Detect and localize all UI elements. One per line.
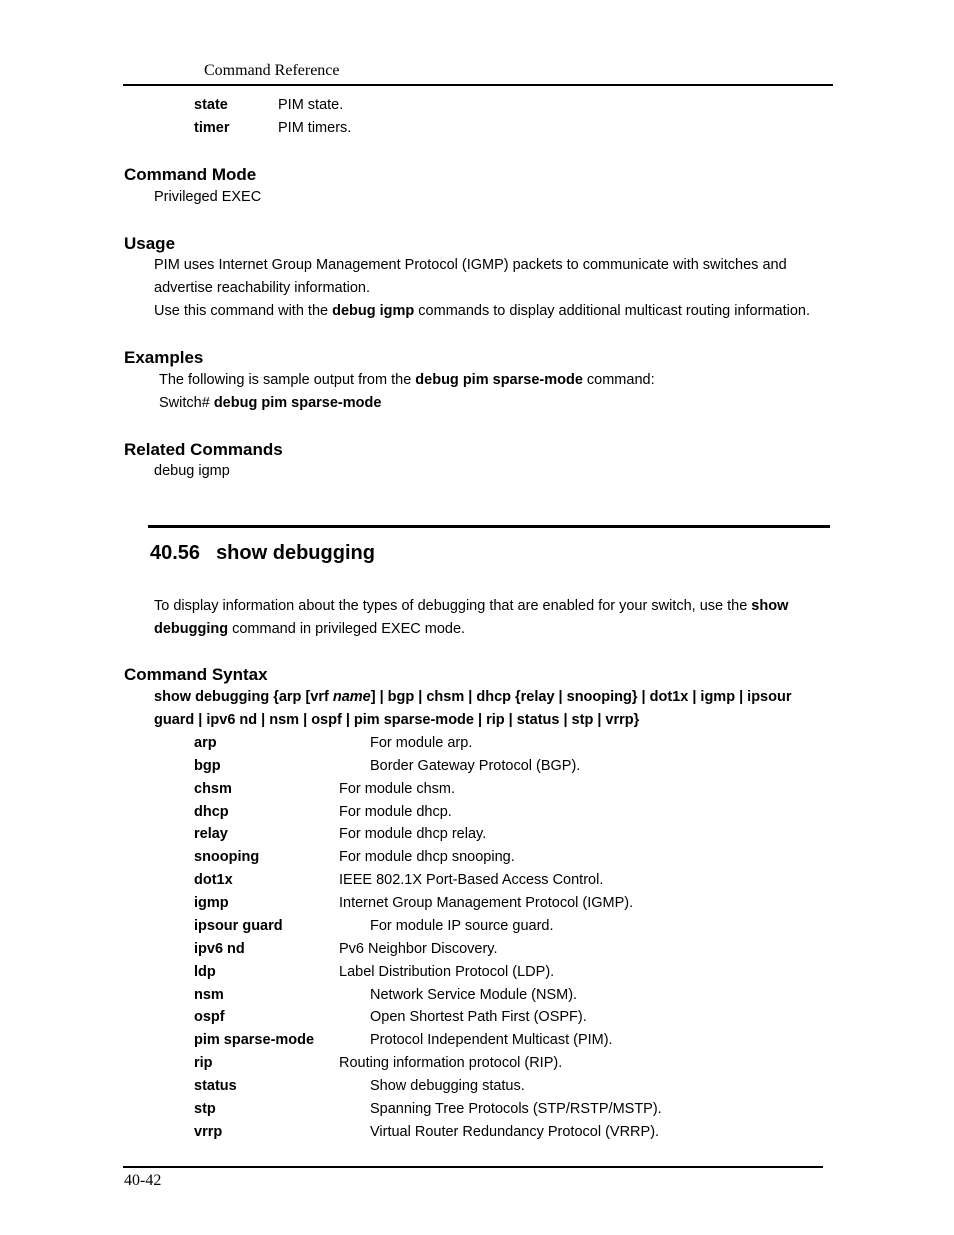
syntax-heading: Command Syntax — [124, 665, 268, 684]
section-name: show debugging — [216, 542, 375, 564]
param-desc: Virtual Router Redundancy Protocol (VRRP). — [370, 1124, 660, 1140]
param-name: dot1x — [194, 872, 233, 888]
syntax-text: ] | bgp | chsm | dhcp {relay | snooping} | dot1x | igmp | ipsour — [370, 689, 792, 705]
usage-line: PIM uses Internet Group Management Protocol (IGMP) packets to communicate with switches and — [154, 257, 787, 273]
param-name: dhcp — [194, 804, 229, 820]
param-name: chsm — [194, 781, 232, 797]
param-name: arp — [194, 735, 217, 751]
param-desc: Pv6 Neighbor Discovery. — [339, 941, 498, 957]
page-number: 40-42 — [124, 1172, 162, 1189]
param-name: snooping — [194, 849, 260, 865]
param-desc: Show debugging status. — [370, 1078, 525, 1094]
param-name: timer — [194, 120, 230, 136]
usage-line: advertise reachability information. — [154, 280, 370, 296]
param-desc: Protocol Independent Multicast (PIM). — [370, 1032, 613, 1048]
examples-prompt: Switch# — [159, 395, 214, 411]
intro-text: To display information about the types of debugging that are enabled for your switch, use the — [154, 598, 752, 614]
param-name: ldp — [194, 964, 216, 980]
examples-text: command: — [582, 372, 655, 388]
param-desc: IEEE 802.1X Port-Based Access Control. — [339, 872, 604, 888]
usage-text: commands to display additional multicast routing information. — [414, 303, 811, 319]
param-desc: For module chsm. — [339, 781, 456, 797]
param-desc: Network Service Module (NSM). — [370, 987, 578, 1003]
examples-text: The following is sample output from the — [159, 372, 416, 388]
intro-command: show — [751, 598, 789, 614]
command-mode-heading: Command Mode — [124, 165, 257, 184]
related-heading: Related Commands — [124, 440, 283, 459]
param-desc: For module dhcp. — [339, 804, 452, 820]
param-name: ipsour guard — [194, 918, 283, 934]
param-desc: Spanning Tree Protocols (STP/RSTP/MSTP). — [370, 1101, 662, 1117]
param-name: rip — [194, 1055, 213, 1071]
related-text: debug igmp — [154, 463, 230, 479]
examples-heading: Examples — [124, 348, 204, 367]
param-name: igmp — [194, 895, 229, 911]
footer-rule — [123, 1166, 823, 1168]
param-desc: Internet Group Management Protocol (IGMP). — [339, 895, 634, 911]
intro-line — [154, 598, 788, 614]
usage-text: Use this command with the — [154, 303, 333, 319]
running-header: Command Reference — [204, 62, 340, 79]
param-desc: Label Distribution Protocol (LDP). — [339, 964, 555, 980]
examples-command: debug pim sparse-mode — [213, 395, 382, 411]
param-desc: Routing information protocol (RIP). — [339, 1055, 563, 1071]
header-rule — [123, 84, 833, 86]
intro-line — [154, 621, 465, 637]
param-name: state — [194, 97, 228, 113]
param-desc: For module dhcp snooping. — [339, 849, 515, 865]
param-desc: For module IP source guard. — [370, 918, 554, 934]
param-name: status — [194, 1078, 237, 1094]
param-name: ospf — [194, 1009, 225, 1025]
command-mode-text: Privileged EXEC — [154, 189, 262, 205]
section-number: 40.56 — [150, 542, 201, 564]
syntax-text: show debugging {arp [vrf — [154, 689, 333, 705]
param-name: bgp — [194, 758, 221, 774]
usage-heading: Usage — [124, 234, 176, 253]
examples-command: debug pim sparse-mode — [415, 372, 583, 388]
intro-command: debugging — [154, 621, 229, 637]
syntax-line — [154, 689, 791, 705]
param-desc: For module arp. — [370, 735, 473, 751]
param-name: nsm — [194, 987, 224, 1003]
param-desc: PIM state. — [278, 97, 344, 113]
param-name: vrrp — [194, 1124, 223, 1140]
syntax-line: guard | ipv6 nd | nsm | ospf | pim sparse-mode | rip | status | stp | vrrp} — [154, 712, 640, 728]
param-name: relay — [194, 826, 228, 842]
usage-command: debug igmp — [332, 303, 415, 319]
examples-line — [159, 395, 381, 411]
param-desc: Border Gateway Protocol (BGP). — [370, 758, 581, 774]
usage-line — [154, 303, 810, 319]
param-desc: For module dhcp relay. — [339, 826, 487, 842]
param-desc: PIM timers. — [278, 120, 352, 136]
section-rule — [148, 525, 830, 528]
section-title — [150, 542, 375, 565]
examples-line — [159, 372, 655, 388]
param-name: pim sparse-mode — [194, 1032, 315, 1048]
param-desc: Open Shortest Path First (OSPF). — [370, 1009, 587, 1025]
syntax-placeholder: name — [332, 689, 371, 705]
param-name: stp — [194, 1101, 216, 1117]
intro-text: command in privileged EXEC mode. — [228, 621, 466, 637]
param-name: ipv6 nd — [194, 941, 245, 957]
